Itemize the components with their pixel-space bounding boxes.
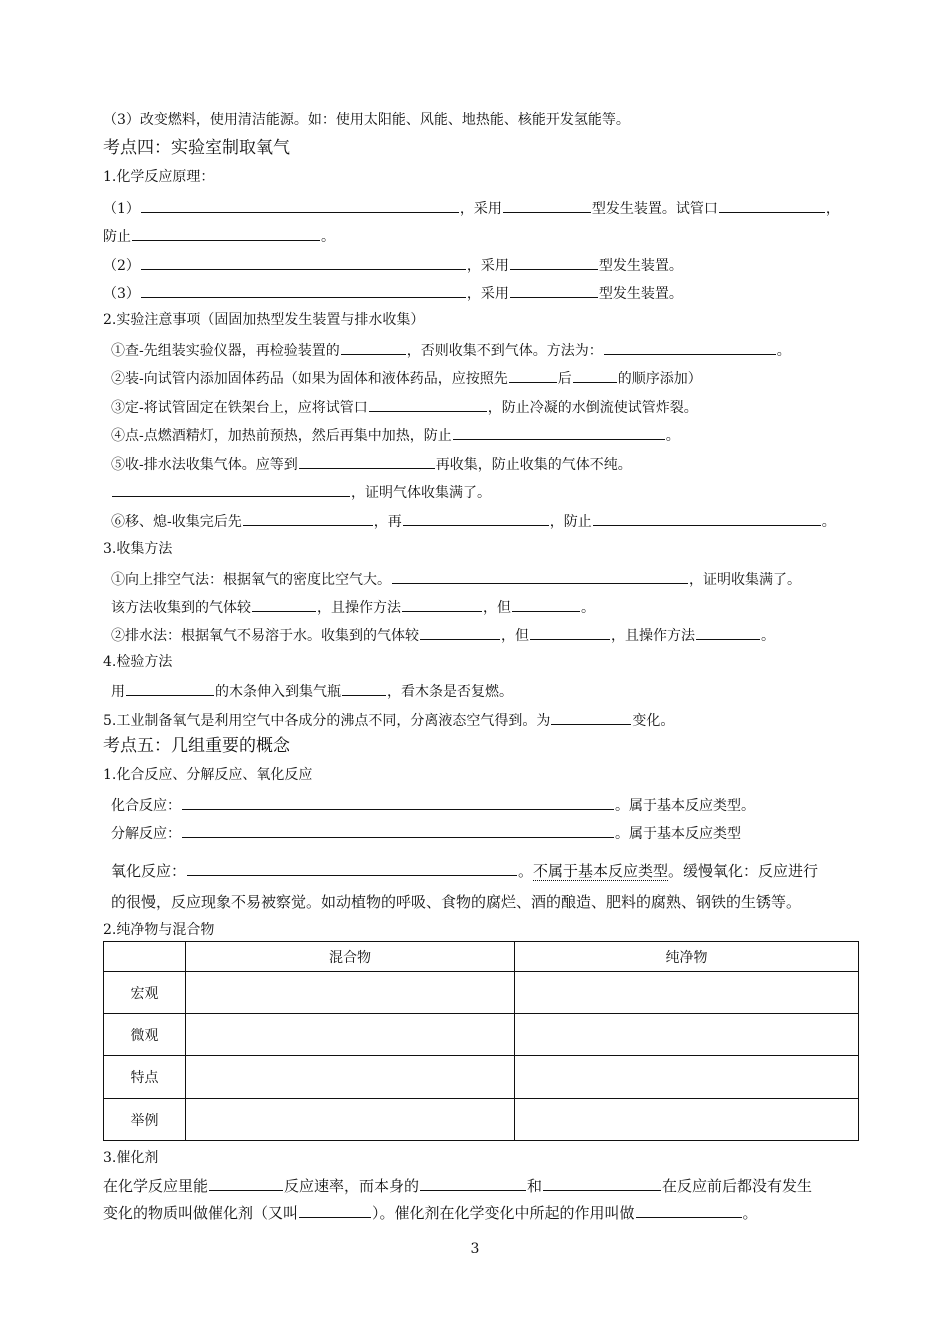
table-header-cell <box>104 942 186 972</box>
catalyst-line: 在化学反应里能 反应速率，而本身的 和 在反应前后都没有发生 <box>103 1177 813 1195</box>
blank[interactable] <box>510 283 598 298</box>
blank[interactable] <box>187 861 517 876</box>
blank[interactable] <box>604 340 776 355</box>
reaction-line-1: （1） ，采用 型发生装置。试管口 ， <box>103 198 840 218</box>
table-row <box>104 1056 859 1099</box>
subsection-title: 2.纯净物与混合物 <box>103 922 215 938</box>
blank[interactable] <box>696 625 760 640</box>
blank[interactable] <box>341 340 406 355</box>
table-row <box>104 972 859 1014</box>
note-line: ⑥移、熄-收集完后先 ，再 ，防止 。 <box>111 511 836 531</box>
blank[interactable] <box>132 226 320 241</box>
note-line: ⑤收-排水法收集气体。应等到 再收集，防止收集的气体不纯。 <box>111 454 632 474</box>
row-label: 宏观 <box>104 972 186 1014</box>
note-line: ②装-向试管内添加固体药品（如果为固体和液体药品，应按照先 后 的顺序添加） <box>111 368 702 388</box>
reaction-line-1b: 防止 。 <box>103 226 335 246</box>
blank[interactable] <box>509 368 557 383</box>
table-row <box>104 1099 859 1141</box>
section-heading-4: 考点四：实验室制取氧气 <box>103 138 290 158</box>
blank[interactable] <box>342 681 386 696</box>
blank[interactable] <box>299 454 435 469</box>
test-line: 用 的木条伸入到集气瓶 ，看木条是否复燃。 <box>111 681 513 701</box>
table-cell[interactable] <box>186 972 515 1014</box>
blank[interactable] <box>369 397 487 412</box>
table-cell[interactable] <box>515 1056 859 1099</box>
subsection-title: 2.实验注意事项（固固加热型发生装置与排水收集） <box>103 312 425 328</box>
blank[interactable] <box>243 511 373 526</box>
table-cell[interactable] <box>515 1014 859 1056</box>
note-line: ③定-将试管固定在铁架台上，应将试管口 ，防止冷凝的水倒流使试管炸裂。 <box>111 397 698 417</box>
subsection-title: 1.化学反应原理： <box>103 169 215 185</box>
blank[interactable] <box>141 198 459 213</box>
collect-line: 该方法收集到的气体较 ，且操作方法 ，但 。 <box>111 597 595 617</box>
table-cell[interactable] <box>186 1099 515 1141</box>
blank[interactable] <box>182 795 614 810</box>
text-line: （3）改变燃料，使用清洁能源。如：使用太阳能、风能、地热能、核能开发氢能等。 <box>103 112 630 128</box>
subsection-title: 3.催化剂 <box>103 1150 159 1166</box>
blank[interactable] <box>209 1176 283 1191</box>
concept-line: 化合反应： 。属于基本反应类型。 <box>111 795 755 815</box>
comparison-table <box>103 941 859 1141</box>
blank[interactable] <box>392 569 688 584</box>
blank[interactable] <box>543 1176 661 1191</box>
blank[interactable] <box>126 681 214 696</box>
row-label: 特点 <box>104 1056 186 1099</box>
table-row <box>104 1014 859 1056</box>
blank[interactable] <box>112 482 350 497</box>
reaction-line-2: （2） ，采用 型发生装置。 <box>103 255 683 275</box>
concept-line: 氧化反应： 。不属于基本反应类型。缓慢氧化：反应进行 <box>111 862 819 880</box>
industry-line: 5.工业制备氧气是利用空气中各成分的沸点不同，分离液态空气得到。为 变化。 <box>103 710 674 730</box>
blank[interactable] <box>252 597 316 612</box>
blank[interactable] <box>512 597 580 612</box>
blank[interactable] <box>182 823 614 838</box>
blank[interactable] <box>141 283 466 298</box>
blank[interactable] <box>420 625 500 640</box>
collect-line: ②排水法：根据氧气不易溶于水。收集到的气体较 ，但 ，且操作方法 。 <box>111 625 775 645</box>
blank[interactable] <box>551 710 631 725</box>
table-header-row <box>104 942 859 972</box>
blank[interactable] <box>141 255 466 270</box>
row-label: 举例 <box>104 1099 186 1141</box>
collect-line: ①向上排空气法：根据氧气的密度比空气大。 ，证明收集满了。 <box>111 569 801 589</box>
blank[interactable] <box>593 511 821 526</box>
concept-line: 分解反应： 。属于基本反应类型 <box>111 823 741 843</box>
blank[interactable] <box>636 1203 742 1218</box>
table-cell[interactable] <box>515 1099 859 1141</box>
blank[interactable] <box>503 198 591 213</box>
table-header-cell: 混合物 <box>186 942 515 972</box>
blank[interactable] <box>453 425 665 440</box>
section-heading-5: 考点五：几组重要的概念 <box>103 736 290 756</box>
table-header-cell: 纯净物 <box>515 942 859 972</box>
blank[interactable] <box>403 511 549 526</box>
blank[interactable] <box>420 1176 526 1191</box>
concept-line: 的很慢，反应现象不易被察觉。如动植物的呼吸、食物的腐烂、酒的酿造、肥料的腐熟、钢铁的生锈等。 <box>111 893 802 911</box>
blank[interactable] <box>719 198 825 213</box>
subsection-title: 4.检验方法 <box>103 654 173 670</box>
page-number: 3 <box>470 1241 480 1257</box>
blank[interactable] <box>299 1203 371 1218</box>
table-cell[interactable] <box>186 1056 515 1099</box>
blank[interactable] <box>573 368 617 383</box>
blank[interactable] <box>530 625 610 640</box>
subsection-title: 3.收集方法 <box>103 541 173 557</box>
reaction-line-3: （3） ，采用 型发生装置。 <box>103 283 683 303</box>
note-line: ①查-先组装实验仪器，再检验装置的 ，否则收集不到气体。方法为： 。 <box>111 340 791 360</box>
catalyst-line: 变化的物质叫做催化剂（又叫 ）。催化剂在化学变化中所起的作用叫做 。 <box>103 1204 758 1222</box>
note-line: ，证明气体收集满了。 <box>111 482 491 502</box>
table-cell[interactable] <box>186 1014 515 1056</box>
blank[interactable] <box>510 255 598 270</box>
blank[interactable] <box>402 597 482 612</box>
subsection-title: 1.化合反应、分解反应、氧化反应 <box>103 767 313 783</box>
note-line: ④点-点燃酒精灯，加热前预热，然后再集中加热，防止 。 <box>111 425 680 445</box>
table-cell[interactable] <box>515 972 859 1014</box>
row-label: 微观 <box>104 1014 186 1056</box>
